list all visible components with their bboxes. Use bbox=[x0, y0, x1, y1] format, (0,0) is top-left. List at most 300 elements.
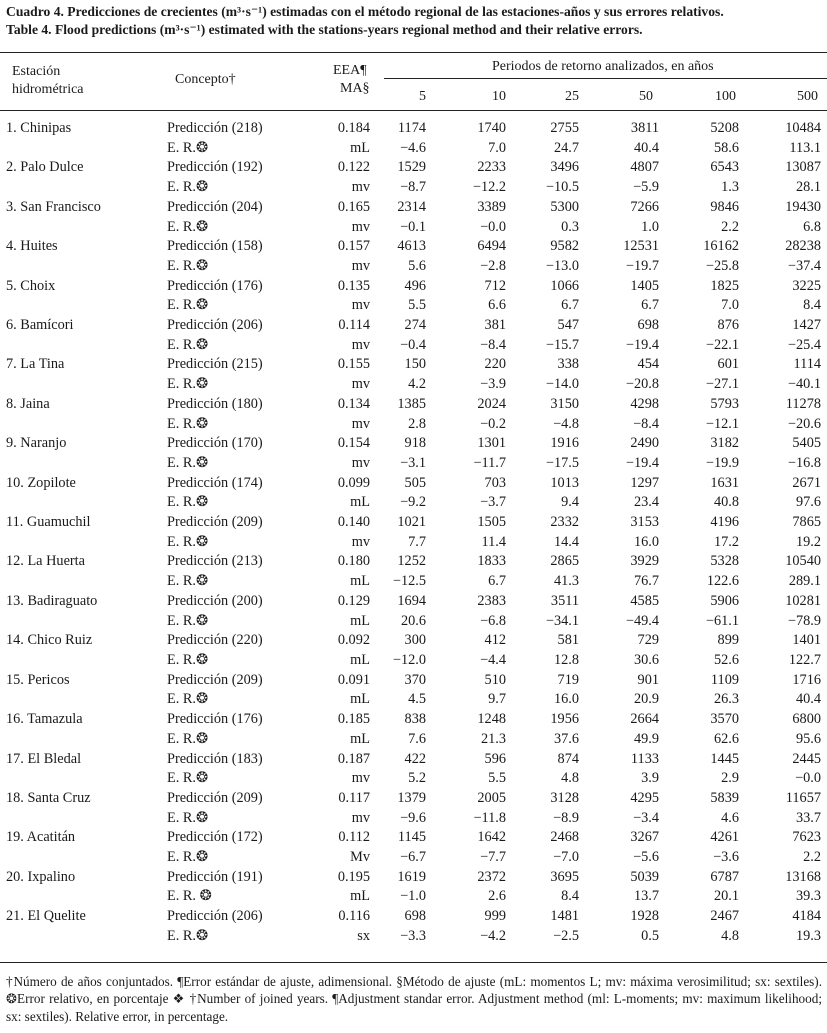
table-row bbox=[0, 533, 821, 553]
relative-error-value: 19.2 bbox=[795, 533, 821, 550]
eea-value: 0.116 bbox=[338, 908, 370, 925]
prediction-value: 2372 bbox=[477, 868, 506, 885]
relative-error-value: 39.3 bbox=[795, 888, 821, 905]
prediction-value: 1505 bbox=[477, 514, 506, 531]
eea-value: 0.184 bbox=[337, 120, 370, 136]
prediction-value: 1740 bbox=[477, 120, 506, 136]
table-row bbox=[0, 119, 821, 139]
relative-error-value: 6.7 bbox=[641, 297, 659, 314]
empty-cell bbox=[0, 612, 165, 632]
table-row bbox=[0, 769, 821, 789]
prediction-value: 901 bbox=[637, 671, 659, 688]
prediction-value: 838 bbox=[404, 711, 426, 728]
prediction-value: 1619 bbox=[397, 868, 426, 885]
relative-error-value: 5.5 bbox=[408, 297, 426, 314]
prediction-value: 5839 bbox=[710, 789, 739, 806]
station-name: 3. San Francisco bbox=[6, 198, 101, 215]
relative-error-label: E. R.❂ bbox=[167, 336, 208, 353]
prediction-value: 10540 bbox=[785, 553, 821, 570]
relative-error-value: 20.1 bbox=[713, 888, 739, 905]
prediction-value: 1694 bbox=[397, 592, 426, 609]
eea-value: 0.112 bbox=[338, 829, 370, 846]
prediction-value: 3496 bbox=[550, 159, 579, 176]
eea-value: 0.134 bbox=[337, 395, 370, 412]
station-name: 16. Tamazula bbox=[6, 711, 83, 728]
prediction-value: 1631 bbox=[710, 474, 739, 491]
relative-error-label: E. R.❂ bbox=[167, 612, 208, 629]
prediction-value: 1145 bbox=[397, 829, 426, 846]
relative-error-label: E. R.❂ bbox=[167, 376, 208, 393]
prediction-value: 1956 bbox=[550, 711, 579, 728]
prediction-value: 28238 bbox=[785, 238, 821, 255]
empty-cell bbox=[0, 493, 165, 513]
method-value: mv bbox=[351, 770, 370, 787]
table-row bbox=[0, 355, 821, 375]
prediction-value: 3150 bbox=[550, 395, 579, 412]
table-row bbox=[0, 592, 821, 612]
prediction-value: 3225 bbox=[792, 277, 821, 294]
header-period-100: 100 bbox=[715, 89, 736, 104]
table-row bbox=[0, 415, 821, 435]
relative-error-label: E. R.❂ bbox=[167, 139, 208, 156]
prediction-value: 2005 bbox=[477, 789, 506, 806]
relative-error-value: −4.2 bbox=[480, 927, 506, 944]
relative-error-value: 4.6 bbox=[721, 809, 739, 826]
eea-value: 0.122 bbox=[337, 159, 370, 176]
relative-error-value: −27.1 bbox=[705, 376, 739, 393]
prediction-value: 6800 bbox=[792, 711, 821, 728]
relative-error-value: −3.6 bbox=[713, 849, 739, 866]
prediction-label: Predicción (183) bbox=[167, 750, 263, 767]
table-row bbox=[0, 218, 821, 238]
table-caption bbox=[6, 3, 821, 38]
relative-error-value: 2.6 bbox=[488, 888, 506, 905]
prediction-value: 729 bbox=[637, 632, 659, 649]
prediction-label: Predicción (220) bbox=[167, 632, 263, 649]
table-row bbox=[0, 907, 821, 927]
relative-error-value: −12.0 bbox=[392, 651, 426, 668]
station-name: 17. El Bledal bbox=[6, 750, 82, 767]
eea-value: 0.117 bbox=[338, 789, 370, 806]
prediction-value: 6787 bbox=[710, 868, 739, 885]
relative-error-value: −15.7 bbox=[545, 336, 579, 353]
table-row bbox=[0, 651, 821, 671]
eea-value: 0.140 bbox=[337, 514, 370, 531]
empty-cell bbox=[0, 178, 165, 198]
prediction-value: 4585 bbox=[630, 592, 659, 609]
empty-cell bbox=[0, 533, 165, 553]
prediction-label: Predicción (218) bbox=[167, 120, 263, 136]
prediction-label: Predicción (191) bbox=[167, 868, 263, 885]
relative-error-value: −3.3 bbox=[400, 927, 426, 944]
relative-error-value: 16.0 bbox=[553, 691, 579, 708]
eea-value: 0.135 bbox=[337, 277, 370, 294]
relative-error-value: −7.7 bbox=[480, 849, 506, 866]
relative-error-value: −10.5 bbox=[545, 179, 579, 196]
prediction-value: 370 bbox=[404, 671, 426, 688]
relative-error-value: 13.7 bbox=[633, 888, 659, 905]
table-row bbox=[0, 296, 821, 316]
station-name: 12. La Huerta bbox=[6, 553, 85, 570]
eea-value: 0.165 bbox=[337, 198, 370, 215]
prediction-value: 601 bbox=[717, 356, 739, 373]
prediction-value: 9846 bbox=[710, 198, 739, 215]
periods-subrule bbox=[384, 78, 827, 79]
prediction-value: 496 bbox=[404, 277, 426, 294]
relative-error-value: 1.3 bbox=[721, 179, 739, 196]
relative-error-value: −0.0 bbox=[480, 218, 506, 235]
prediction-value: 698 bbox=[637, 317, 659, 334]
prediction-label: Predicción (174) bbox=[167, 474, 263, 491]
relative-error-label: E. R.❂ bbox=[167, 691, 208, 708]
prediction-value: 4261 bbox=[710, 829, 739, 846]
relative-error-value: −19.4 bbox=[625, 336, 659, 353]
relative-error-value: 289.1 bbox=[788, 573, 821, 590]
relative-error-value: 5.5 bbox=[488, 770, 506, 787]
prediction-value: 1379 bbox=[397, 789, 426, 806]
empty-cell bbox=[0, 769, 165, 789]
table-row bbox=[0, 631, 821, 651]
relative-error-label: E. R.❂ bbox=[167, 179, 208, 196]
prediction-value: 11657 bbox=[785, 789, 821, 806]
empty-cell bbox=[0, 730, 165, 750]
method-value: mv bbox=[351, 415, 370, 432]
relative-error-value: 3.9 bbox=[641, 770, 659, 787]
relative-error-value: 62.6 bbox=[713, 730, 739, 747]
table-row bbox=[0, 828, 821, 848]
empty-cell bbox=[0, 927, 165, 947]
prediction-value: 3267 bbox=[630, 829, 659, 846]
method-value: mv bbox=[351, 336, 370, 353]
relative-error-value: −13.0 bbox=[545, 257, 579, 274]
prediction-value: 10281 bbox=[785, 592, 821, 609]
relative-error-value: 97.6 bbox=[795, 494, 821, 511]
eea-value: 0.154 bbox=[337, 435, 370, 452]
relative-error-label: E. R.❂ bbox=[167, 533, 208, 550]
prediction-value: 2383 bbox=[477, 592, 506, 609]
relative-error-value: 122.7 bbox=[788, 651, 821, 668]
prediction-value: 874 bbox=[557, 750, 579, 767]
table-row bbox=[0, 513, 821, 533]
prediction-label: Predicción (204) bbox=[167, 198, 263, 215]
relative-error-value: 40.8 bbox=[713, 494, 739, 511]
method-value: mv bbox=[351, 257, 370, 274]
relative-error-value: 6.7 bbox=[561, 297, 579, 314]
header-ma: MA§ bbox=[340, 81, 370, 96]
relative-error-value: −0.1 bbox=[400, 218, 426, 235]
prediction-value: 899 bbox=[717, 632, 739, 649]
prediction-value: 1013 bbox=[550, 474, 579, 491]
prediction-value: 7623 bbox=[792, 829, 821, 846]
table-row bbox=[0, 198, 821, 218]
prediction-value: 1481 bbox=[550, 908, 579, 925]
table-row bbox=[0, 868, 821, 888]
prediction-label: Predicción (215) bbox=[167, 356, 263, 373]
empty-cell bbox=[0, 848, 165, 868]
empty-cell bbox=[0, 572, 165, 592]
prediction-value: 3511 bbox=[550, 592, 579, 609]
prediction-value: 6494 bbox=[477, 238, 506, 255]
relative-error-value: 2.2 bbox=[803, 849, 821, 866]
empty-cell bbox=[0, 887, 165, 907]
prediction-value: 1301 bbox=[477, 435, 506, 452]
table-row bbox=[0, 158, 821, 178]
relative-error-value: 7.0 bbox=[721, 297, 739, 314]
station-name: 5. Choix bbox=[6, 277, 56, 294]
relative-error-value: 12.8 bbox=[553, 651, 579, 668]
prediction-value: 150 bbox=[404, 356, 426, 373]
relative-error-value: −5.9 bbox=[633, 179, 659, 196]
method-value: mv bbox=[351, 218, 370, 235]
relative-error-value: −2.5 bbox=[553, 927, 579, 944]
prediction-label: Predicción (209) bbox=[167, 789, 263, 806]
relative-error-value: −3.7 bbox=[480, 494, 506, 511]
relative-error-value: −19.4 bbox=[625, 454, 659, 471]
relative-error-value: −25.8 bbox=[705, 257, 739, 274]
relative-error-value: −4.4 bbox=[480, 651, 506, 668]
eea-value: 0.155 bbox=[337, 356, 370, 373]
prediction-value: 3929 bbox=[630, 553, 659, 570]
table-row bbox=[0, 927, 821, 947]
relative-error-value: −22.1 bbox=[705, 336, 739, 353]
prediction-label: Predicción (209) bbox=[167, 514, 263, 531]
table-footnote: †Número de años conjuntados. ¶Error estándar de ajuste, adimensional. §Método de ajuste (mL: momentos L; mv: máxima verosimilitud; sx: sextiles). ❂Error relativo, en porcentaje ❖ †Number of joined years. ¶Adjustment standar error. Adjustment method (ml: L-moments; mv: maximum likelihood; sx: sextiles). Relative error, in percentage. bbox=[6, 974, 822, 1024]
relative-error-value: 5.6 bbox=[408, 257, 426, 274]
prediction-value: 1716 bbox=[792, 671, 821, 688]
relative-error-value: 7.0 bbox=[488, 139, 506, 156]
relative-error-value: 16.0 bbox=[633, 533, 659, 550]
eea-value: 0.092 bbox=[337, 632, 370, 649]
eea-value: 0.129 bbox=[337, 592, 370, 609]
prediction-value: 6543 bbox=[710, 159, 739, 176]
method-value: mv bbox=[351, 809, 370, 826]
header-station-line2: hidrométrica bbox=[12, 82, 84, 97]
relative-error-value: 41.3 bbox=[553, 573, 579, 590]
eea-value: 0.180 bbox=[337, 553, 370, 570]
table-row bbox=[0, 750, 821, 770]
prediction-value: 5300 bbox=[550, 198, 579, 215]
method-value: mL bbox=[350, 139, 370, 156]
relative-error-value: −37.4 bbox=[787, 257, 821, 274]
method-value: mL bbox=[350, 494, 370, 511]
prediction-label: Predicción (209) bbox=[167, 671, 263, 688]
empty-cell bbox=[0, 809, 165, 829]
relative-error-value: −8.9 bbox=[553, 809, 579, 826]
prediction-label: Predicción (158) bbox=[167, 238, 263, 255]
relative-error-value: 7.6 bbox=[408, 730, 426, 747]
method-value: mL bbox=[350, 730, 370, 747]
prediction-value: 338 bbox=[557, 356, 579, 373]
method-value: mL bbox=[350, 691, 370, 708]
empty-cell bbox=[0, 139, 165, 159]
table-row bbox=[0, 237, 821, 257]
table-row bbox=[0, 671, 821, 691]
relative-error-value: 76.7 bbox=[633, 573, 659, 590]
prediction-value: 454 bbox=[637, 356, 659, 373]
relative-error-value: −19.9 bbox=[705, 454, 739, 471]
prediction-value: 1833 bbox=[477, 553, 506, 570]
station-name: 14. Chico Ruiz bbox=[6, 632, 93, 649]
prediction-value: 13168 bbox=[785, 868, 821, 885]
relative-error-value: −34.1 bbox=[545, 612, 579, 629]
prediction-value: 5208 bbox=[710, 120, 739, 136]
prediction-value: 999 bbox=[484, 908, 506, 925]
prediction-value: 1174 bbox=[397, 120, 426, 136]
relative-error-value: −3.4 bbox=[633, 809, 659, 826]
table-row bbox=[0, 395, 821, 415]
relative-error-value: 28.1 bbox=[795, 179, 821, 196]
table-row bbox=[0, 789, 821, 809]
prediction-value: 274 bbox=[404, 317, 426, 334]
relative-error-value: 2.9 bbox=[721, 770, 739, 787]
relative-error-value: 113.1 bbox=[789, 139, 821, 156]
relative-error-value: −12.1 bbox=[705, 415, 739, 432]
relative-error-label: E. R.❂ bbox=[167, 218, 208, 235]
prediction-value: 1385 bbox=[397, 395, 426, 412]
prediction-value: 5793 bbox=[710, 395, 739, 412]
station-name: 9. Naranjo bbox=[6, 435, 67, 452]
relative-error-value: −12.2 bbox=[472, 179, 506, 196]
relative-error-value: 23.4 bbox=[633, 494, 659, 511]
relative-error-value: 21.3 bbox=[480, 730, 506, 747]
prediction-value: 220 bbox=[484, 356, 506, 373]
prediction-value: 2755 bbox=[550, 120, 579, 136]
prediction-label: Predicción (176) bbox=[167, 277, 263, 294]
caption-spanish: Cuadro 4. Predicciones de crecientes (m³·s⁻¹) estimadas con el método regional de las estaciones-años y sus errores relativos. bbox=[6, 4, 724, 19]
relative-error-value: −5.6 bbox=[633, 849, 659, 866]
relative-error-value: 49.9 bbox=[633, 730, 659, 747]
prediction-value: 4613 bbox=[397, 238, 426, 255]
prediction-value: 2671 bbox=[792, 474, 821, 491]
method-value: mv bbox=[351, 454, 370, 471]
relative-error-value: 58.6 bbox=[713, 139, 739, 156]
station-name: 6. Bamícori bbox=[6, 317, 74, 334]
prediction-value: 2445 bbox=[792, 750, 821, 767]
empty-cell bbox=[0, 454, 165, 474]
relative-error-value: 6.6 bbox=[488, 297, 506, 314]
table-row bbox=[0, 454, 821, 474]
relative-error-value: 0.5 bbox=[641, 927, 659, 944]
relative-error-value: −9.6 bbox=[400, 809, 426, 826]
table-row bbox=[0, 139, 821, 159]
relative-error-value: −40.1 bbox=[787, 376, 821, 393]
empty-cell bbox=[0, 296, 165, 316]
prediction-value: 1401 bbox=[792, 632, 821, 649]
prediction-label: Predicción (172) bbox=[167, 829, 263, 846]
prediction-value: 7266 bbox=[630, 198, 659, 215]
bottom-rule bbox=[0, 962, 827, 963]
relative-error-value: 122.6 bbox=[706, 573, 739, 590]
caption-english: Table 4. Flood predictions (m³·s⁻¹) estimated with the stations-years regional method and their relative errors. bbox=[6, 21, 643, 37]
relative-error-value: −11.8 bbox=[473, 809, 506, 826]
relative-error-label: E. R.❂ bbox=[167, 297, 208, 314]
header-period-10: 10 bbox=[492, 89, 506, 104]
header-concept: Concepto† bbox=[175, 72, 236, 87]
table-row bbox=[0, 474, 821, 494]
prediction-value: 1252 bbox=[397, 553, 426, 570]
relative-error-value: 4.2 bbox=[408, 376, 426, 393]
table-row bbox=[0, 848, 821, 868]
prediction-value: 3811 bbox=[630, 120, 659, 136]
prediction-value: 712 bbox=[484, 277, 506, 294]
relative-error-value: −6.7 bbox=[400, 849, 426, 866]
station-name: 1. Chinipas bbox=[6, 120, 72, 136]
prediction-value: 1529 bbox=[397, 159, 426, 176]
prediction-value: 3695 bbox=[550, 868, 579, 885]
prediction-value: 3182 bbox=[710, 435, 739, 452]
header-period-500: 500 bbox=[797, 89, 818, 104]
prediction-value: 719 bbox=[557, 671, 579, 688]
prediction-value: 381 bbox=[484, 317, 506, 334]
method-value: sx bbox=[357, 927, 370, 944]
table-row bbox=[0, 612, 821, 632]
prediction-value: 4298 bbox=[630, 395, 659, 412]
header-periods-title: Periodos de retorno analizados, en años bbox=[492, 59, 714, 74]
station-name: 15. Pericos bbox=[6, 671, 70, 688]
relative-error-value: 9.4 bbox=[561, 494, 579, 511]
method-value: mv bbox=[351, 179, 370, 196]
relative-error-value: 4.8 bbox=[561, 770, 579, 787]
prediction-value: 412 bbox=[484, 632, 506, 649]
method-value: mv bbox=[351, 533, 370, 550]
header-eea: EEA¶ bbox=[333, 63, 367, 78]
prediction-value: 3128 bbox=[550, 789, 579, 806]
station-name: 20. Ixpalino bbox=[6, 868, 76, 885]
relative-error-value: 2.8 bbox=[408, 415, 426, 432]
relative-error-value: 8.4 bbox=[561, 888, 579, 905]
station-name: 2. Palo Dulce bbox=[6, 159, 84, 176]
empty-cell bbox=[0, 218, 165, 238]
relative-error-value: 11.4 bbox=[481, 533, 506, 550]
relative-error-label: E. R.❂ bbox=[167, 809, 208, 826]
relative-error-value: 40.4 bbox=[795, 691, 821, 708]
table-row bbox=[0, 887, 821, 907]
prediction-label: Predicción (192) bbox=[167, 159, 263, 176]
prediction-label: Predicción (176) bbox=[167, 711, 263, 728]
eea-value: 0.187 bbox=[337, 750, 370, 767]
prediction-value: 510 bbox=[484, 671, 506, 688]
relative-error-value: −12.5 bbox=[392, 573, 426, 590]
table-row bbox=[0, 178, 821, 198]
prediction-value: 1297 bbox=[630, 474, 659, 491]
relative-error-label: E. R.❂ bbox=[167, 257, 208, 274]
relative-error-value: −0.0 bbox=[795, 770, 821, 787]
prediction-value: 1021 bbox=[397, 514, 426, 531]
eea-value: 0.195 bbox=[337, 868, 370, 885]
relative-error-value: 7.7 bbox=[408, 533, 426, 550]
prediction-value: 12531 bbox=[623, 238, 659, 255]
relative-error-value: 5.2 bbox=[408, 770, 426, 787]
prediction-label: Predicción (206) bbox=[167, 908, 263, 925]
relative-error-value: 8.4 bbox=[803, 297, 821, 314]
prediction-value: 547 bbox=[557, 317, 579, 334]
relative-error-value: 9.7 bbox=[488, 691, 506, 708]
prediction-value: 4295 bbox=[630, 789, 659, 806]
prediction-value: 13087 bbox=[785, 159, 821, 176]
relative-error-value: −4.8 bbox=[553, 415, 579, 432]
prediction-value: 2468 bbox=[550, 829, 579, 846]
relative-error-label: E. R. ❂ bbox=[167, 888, 212, 905]
prediction-value: 10484 bbox=[785, 120, 821, 136]
prediction-value: 7865 bbox=[792, 514, 821, 531]
relative-error-label: E. R.❂ bbox=[167, 770, 208, 787]
header-rule bbox=[0, 110, 827, 111]
relative-error-value: −8.4 bbox=[633, 415, 659, 432]
table-row bbox=[0, 552, 821, 572]
empty-cell bbox=[0, 651, 165, 671]
method-value: mL bbox=[350, 651, 370, 668]
relative-error-value: −0.2 bbox=[480, 415, 506, 432]
